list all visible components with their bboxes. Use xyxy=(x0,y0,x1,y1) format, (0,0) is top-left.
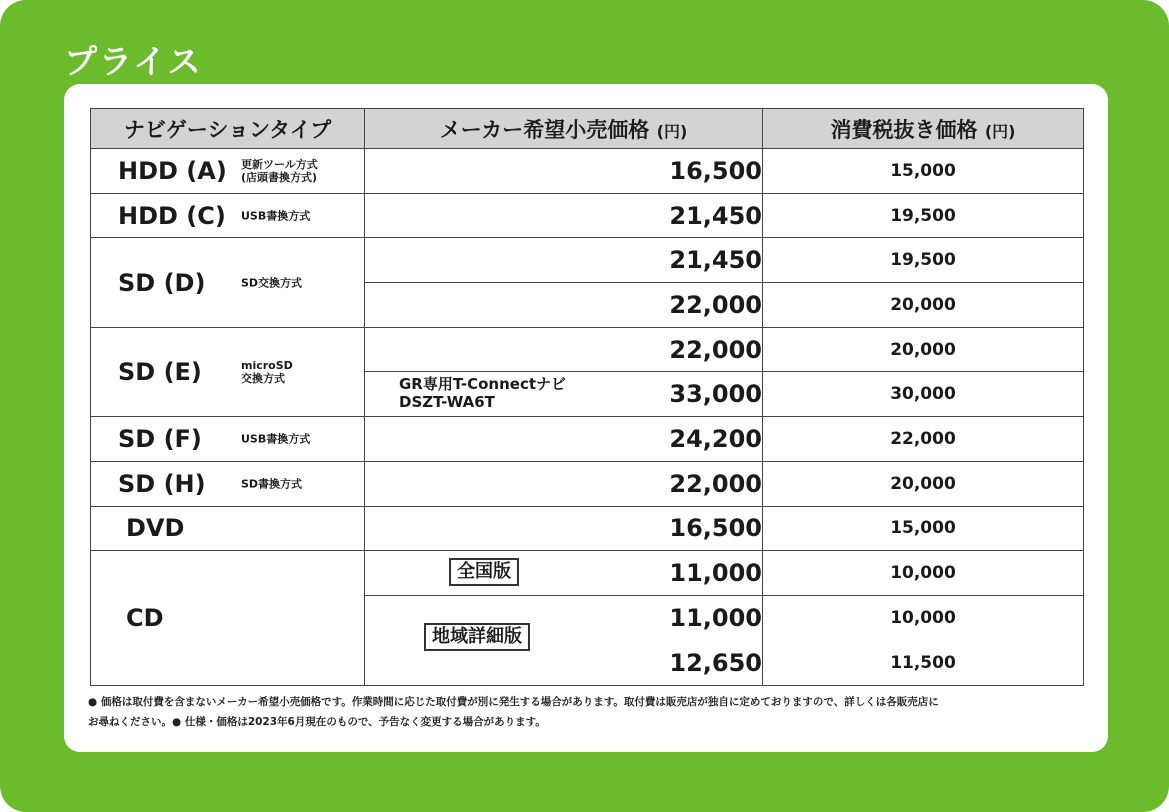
footnotes xyxy=(88,692,1088,732)
retail-cell xyxy=(365,595,763,685)
retail-price: 12,650 xyxy=(669,648,762,677)
navi-name: SD (H) xyxy=(118,469,206,498)
retail-price: 22,000 xyxy=(365,461,763,506)
tax-excluded-price: 19,500 xyxy=(763,193,1084,238)
tax-excluded-price: 20,000 xyxy=(763,327,1084,372)
tax-excluded-price: 10,000 xyxy=(763,595,1084,640)
navi-name: CD xyxy=(126,604,164,633)
header-unit: (円) xyxy=(656,121,688,141)
table-row xyxy=(91,461,1084,506)
footnote-line: お尋ねください。● 仕様・価格は2023年6月現在のもので、予告なく変更する場合があります。 xyxy=(88,716,546,728)
navi-cell xyxy=(91,149,365,194)
header-unit: (円) xyxy=(984,121,1016,141)
navi-name: HDD (C) xyxy=(118,201,226,230)
tax-excluded-price: 15,000 xyxy=(763,149,1084,194)
retail-price: 16,500 xyxy=(365,149,763,194)
navi-note: USB書換方式 xyxy=(241,432,311,446)
table-row xyxy=(91,327,1084,372)
retail-price: 21,450 xyxy=(365,238,763,283)
retail-price: 11,000 xyxy=(669,603,762,632)
regional-edition-tag: 地域詳細版 xyxy=(424,623,530,651)
navi-name: SD (F) xyxy=(118,424,202,453)
national-edition-tag: 全国版 xyxy=(449,558,519,586)
navi-name: HDD (A) xyxy=(118,156,227,185)
navi-cell xyxy=(91,506,365,551)
model-note: GR専用T-Connectナビ DSZT-WA6T xyxy=(399,375,567,412)
table-row xyxy=(91,149,1084,194)
navi-cell xyxy=(91,551,365,686)
header-navi-type: ナビゲーションタイプ xyxy=(91,109,365,149)
navi-name: DVD xyxy=(126,514,185,543)
price-table xyxy=(90,108,1084,686)
navi-name: SD (D) xyxy=(118,268,206,297)
navi-note: SD交換方式 xyxy=(241,276,303,290)
tax-excluded-price: 20,000 xyxy=(763,283,1084,328)
navi-cell xyxy=(91,327,365,416)
tax-excluded-price: 19,500 xyxy=(763,238,1084,283)
retail-price: 22,000 xyxy=(365,283,763,328)
retail-price: 11,000 xyxy=(669,559,762,588)
tax-excluded-price: 11,500 xyxy=(763,641,1084,686)
tax-excluded-price: 22,000 xyxy=(763,417,1084,462)
retail-price: 16,500 xyxy=(365,506,763,551)
table-row xyxy=(91,417,1084,462)
retail-price: 21,450 xyxy=(365,193,763,238)
retail-cell xyxy=(365,372,763,417)
navi-note: USB書換方式 xyxy=(241,209,311,223)
tax-excluded-price: 15,000 xyxy=(763,506,1084,551)
tax-excluded-price: 30,000 xyxy=(763,372,1084,417)
navi-cell xyxy=(91,461,365,506)
tax-excluded-price: 10,000 xyxy=(763,551,1084,596)
navi-note: microSD 交換方式 xyxy=(241,358,293,385)
footnote-line: ● 価格は取付費を含まないメーカー希望小売価格です。作業時間に応じた取付費が別に発生する場合があります。取付費は販売店が独自に定めておりますので、詳しくは各販売店に xyxy=(88,696,939,708)
navi-cell xyxy=(91,417,365,462)
table-row xyxy=(91,193,1084,238)
price-card xyxy=(64,84,1108,752)
navi-name: SD (E) xyxy=(118,357,202,386)
header-tax-excluded: 消費税抜き価格 (円) xyxy=(763,109,1084,149)
navi-cell xyxy=(91,238,365,327)
navi-note: SD書換方式 xyxy=(241,477,303,491)
table-row xyxy=(91,506,1084,551)
retail-cell xyxy=(365,551,763,596)
retail-price: 22,000 xyxy=(365,327,763,372)
page-title: プライス xyxy=(64,42,203,81)
retail-price: 33,000 xyxy=(669,380,762,409)
header-retail-price: メーカー希望小売価格 (円) xyxy=(365,109,763,149)
table-row xyxy=(91,238,1084,283)
retail-price: 24,200 xyxy=(365,417,763,462)
navi-note: 更新ツール方式 (店頭書換方式) xyxy=(241,157,318,184)
navi-cell xyxy=(91,193,365,238)
table-header-row xyxy=(91,109,1084,149)
table-row xyxy=(91,551,1084,596)
tax-excluded-price: 20,000 xyxy=(763,461,1084,506)
